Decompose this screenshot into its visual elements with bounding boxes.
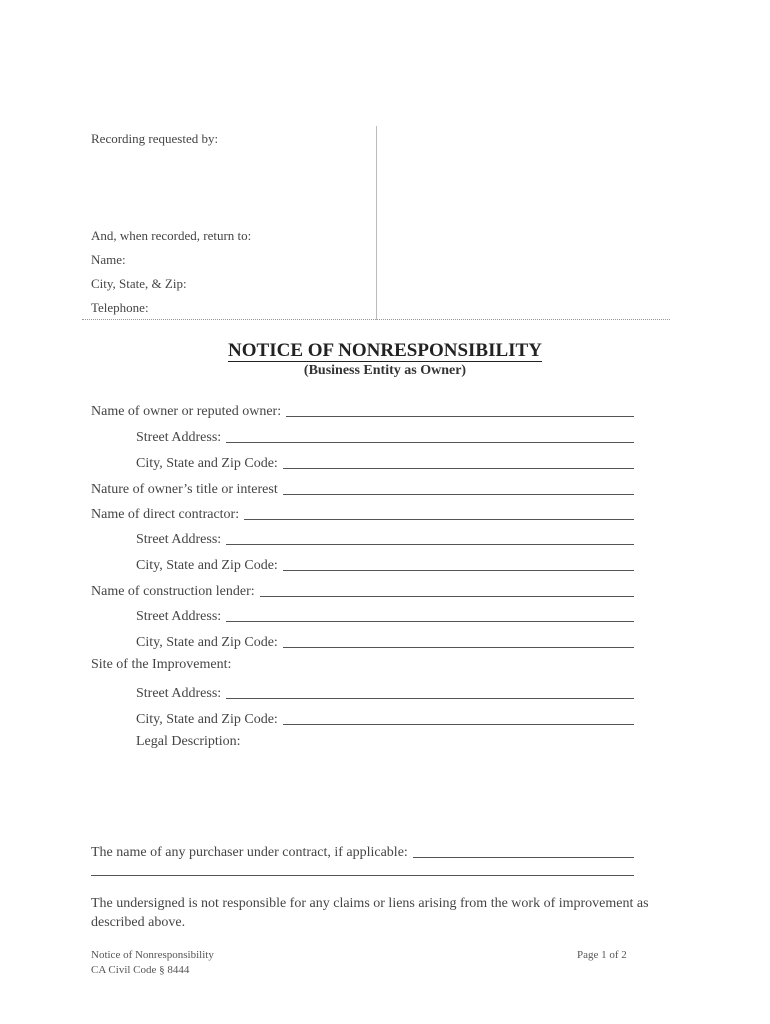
contractor-name-line[interactable] [244, 519, 634, 520]
purchaser-label: The name of any purchaser under contract, if applicable: [91, 845, 408, 860]
recording-box-divider [376, 126, 377, 320]
contractor-street-label: Street Address: [136, 532, 222, 547]
lender-street-field[interactable] [136, 605, 634, 625]
site-city-label: City, State and Zip Code: [136, 712, 278, 727]
owner-city-field[interactable] [136, 452, 634, 472]
owner-street-field[interactable] [136, 426, 634, 446]
footer-page-number: Page 1 of 2 [577, 949, 627, 961]
document-title: NOTICE OF NONRESPONSIBILITY [228, 340, 542, 361]
recording-box-bottom-rule [82, 319, 670, 320]
owner-street-line[interactable] [226, 442, 634, 443]
owner-city-label: City, State and Zip Code: [136, 456, 278, 471]
owner-title-label: Nature of owner’s title or interest [91, 482, 278, 497]
return-to-label: And, when recorded, return to: [91, 228, 252, 243]
lender-name-line[interactable] [260, 596, 634, 597]
site-city-field[interactable] [136, 708, 634, 728]
site-of-improvement-label: Site of the Improvement: [91, 657, 232, 672]
recording-requested-by-label: Recording requested by: [91, 131, 219, 146]
lender-city-label: City, State and Zip Code: [136, 635, 278, 650]
lender-city-field[interactable] [136, 631, 634, 651]
contractor-street-field[interactable] [136, 528, 634, 548]
site-street-field[interactable] [136, 682, 634, 702]
site-city-line[interactable] [283, 724, 634, 725]
document-subtitle: (Business Entity as Owner) [303, 363, 467, 378]
contractor-name-label: Name of direct contractor: [91, 507, 240, 522]
return-telephone-label: Telephone: [91, 300, 149, 315]
footer-doc-name: Notice of Nonresponsibility [91, 949, 214, 961]
owner-city-line[interactable] [283, 468, 634, 469]
site-street-label: Street Address: [136, 686, 222, 701]
purchaser-continuation-line[interactable] [91, 875, 634, 876]
owner-title-line[interactable] [283, 494, 634, 495]
contractor-city-line[interactable] [283, 570, 634, 571]
contractor-street-line[interactable] [226, 544, 634, 545]
contractor-city-field[interactable] [136, 554, 634, 574]
purchaser-line[interactable] [413, 857, 634, 858]
owner-name-label: Name of owner or reputed owner: [91, 404, 282, 419]
return-city-state-zip-label: City, State, & Zip: [91, 276, 187, 291]
contractor-name-field[interactable] [91, 503, 634, 523]
legal-description-label: Legal Description: [136, 734, 241, 749]
contractor-city-label: City, State and Zip Code: [136, 558, 278, 573]
lender-city-line[interactable] [283, 647, 634, 648]
return-name-label: Name: [91, 252, 126, 267]
lender-name-field[interactable] [91, 580, 634, 600]
owner-name-line[interactable] [286, 416, 634, 417]
owner-street-label: Street Address: [136, 430, 222, 445]
footer-left [91, 948, 214, 978]
owner-title-field[interactable] [91, 478, 634, 498]
purchaser-field[interactable] [91, 841, 634, 861]
lender-name-label: Name of construction lender: [91, 584, 255, 599]
footer-code: CA Civil Code § 8444 [91, 964, 190, 976]
lender-street-line[interactable] [226, 621, 634, 622]
nonresponsibility-statement: The undersigned is not responsible for any claims or liens arising from the work of improvement as described above. [91, 896, 649, 930]
owner-name-field[interactable] [91, 400, 634, 420]
lender-street-label: Street Address: [136, 609, 222, 624]
site-street-line[interactable] [226, 698, 634, 699]
